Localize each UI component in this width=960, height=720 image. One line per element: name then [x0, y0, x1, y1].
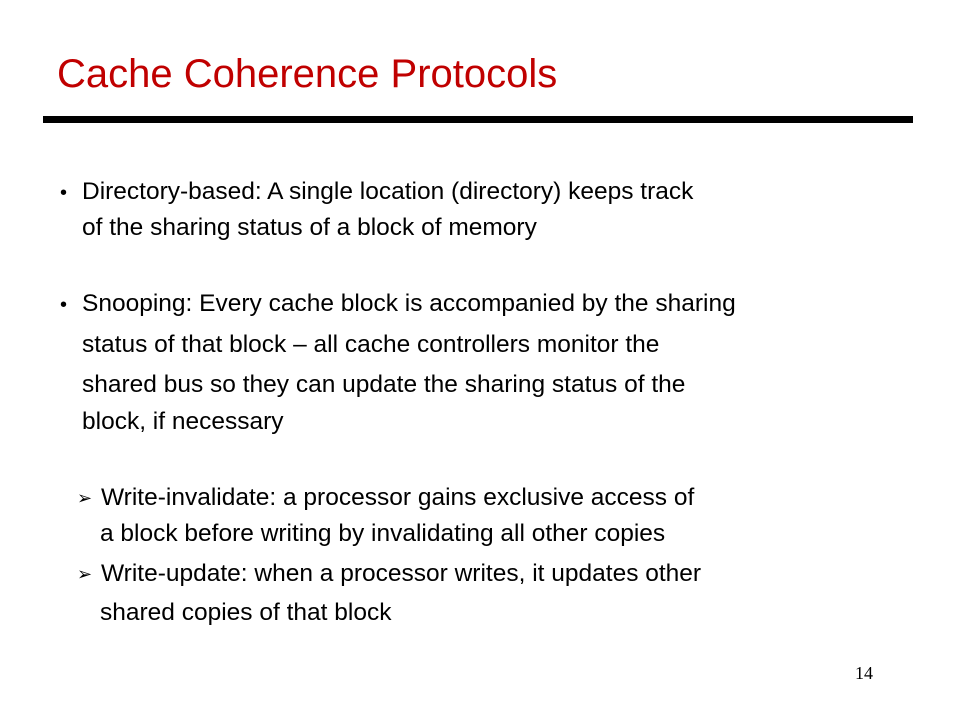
slide-title: Cache Coherence Protocols: [57, 52, 558, 96]
arrow-bullet-icon: ➢: [77, 564, 93, 584]
bullet-icon: •: [60, 182, 68, 204]
bullet-snooping-line-1: • Snooping: Every cache block is accompanied by the sharing: [60, 288, 736, 321]
arrow-bullet-icon: ➢: [77, 488, 93, 508]
bullet-snooping-line-2: status of that block – all cache controllers monitor the: [82, 331, 660, 358]
subbullet-write-update-line-2: shared copies of that block: [100, 599, 392, 626]
subbullet-write-update-line-1: ➢ Write-update: when a processor writes, it updates other: [77, 558, 701, 590]
bullet-directory-line-1: • Directory-based: A single location (directory) keeps track: [60, 176, 693, 209]
page-number: 14: [855, 663, 873, 683]
bullet-icon: •: [60, 294, 68, 316]
bullet-snooping-line-3: shared bus so they can update the sharing status of the: [82, 371, 686, 398]
subbullet-write-invalidate-line-1: ➢ Write-invalidate: a processor gains exclusive access of: [77, 482, 694, 514]
bullet-directory-line-2: of the sharing status of a block of memory: [82, 214, 537, 241]
bullet-snooping-line-4: block, if necessary: [82, 408, 284, 435]
subbullet-write-invalidate-line-2: a block before writing by invalidating all other copies: [100, 520, 666, 547]
